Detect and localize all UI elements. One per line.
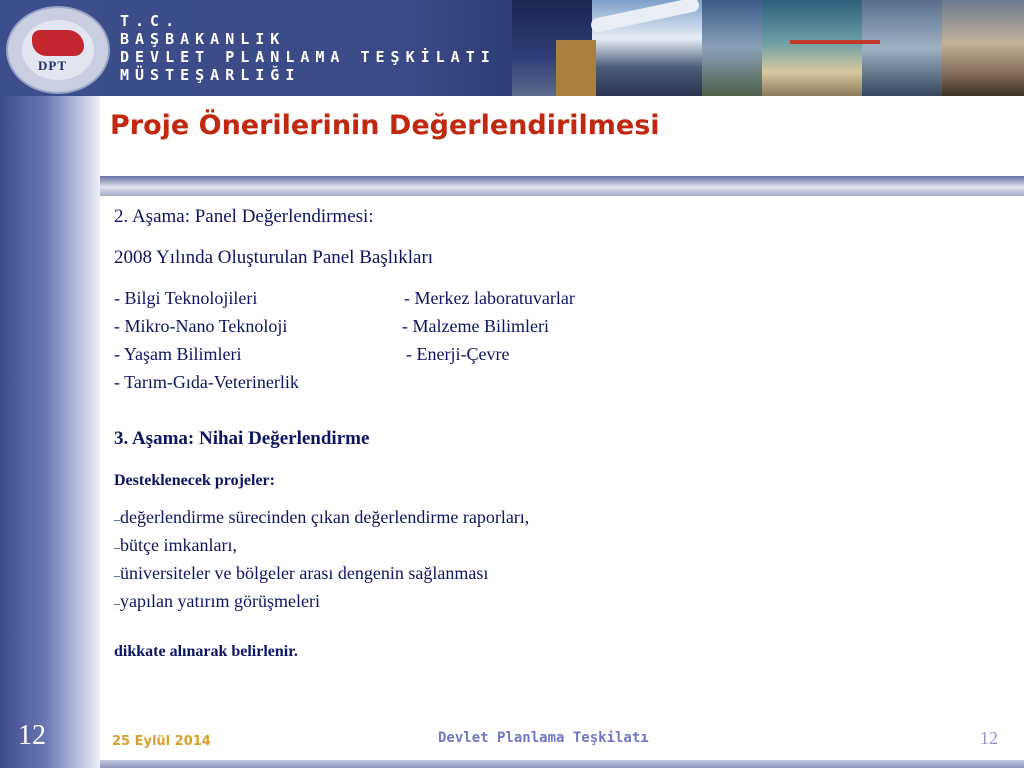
criteria-item: –değerlendirme sürecinden çıkan değerlendirme raporları, xyxy=(114,507,530,527)
slide-title: Proje Önerilerinin Değerlendirilmesi xyxy=(110,110,660,141)
panel-item: - Merkez laboratuvarlar xyxy=(404,288,575,308)
panel-item: - Malzeme Bilimleri xyxy=(402,316,549,336)
footer-bar xyxy=(100,760,1024,768)
footer-date: 25 Eylül 2014 xyxy=(112,734,211,749)
panel-item: - Yaşam Bilimleri xyxy=(114,344,242,364)
criteria-item: –bütçe imkanları, xyxy=(114,535,237,555)
panel-item: - Enerji-Çevre xyxy=(406,344,510,364)
page-number-small: 12 xyxy=(980,728,998,748)
panel-item: - Mikro-Nano Teknoloji xyxy=(114,316,288,336)
title-separator xyxy=(100,176,1024,196)
bridge-image xyxy=(790,40,880,44)
panel-item: - Tarım-Gıda-Veterinerlik xyxy=(114,372,299,392)
panel-item: - Bilgi Teknolojileri xyxy=(114,288,258,308)
title-line-4: MÜSTEŞARLIĞI xyxy=(120,66,301,84)
title-line-3: DEVLET PLANLAMA TEŞKİLATI xyxy=(120,48,496,66)
dpt-logo xyxy=(6,6,110,94)
left-sidebar xyxy=(0,96,100,768)
criteria-item: –yapılan yatırım görüşmeleri xyxy=(114,591,320,611)
stage3-heading: 3. Aşama: Nihai Değerlendirme xyxy=(114,428,370,449)
footer-organization: Devlet Planlama Teşkilatı xyxy=(438,730,649,746)
header-banner xyxy=(0,0,1024,96)
title-line-2: BAŞBAKANLIK xyxy=(120,30,286,48)
supported-label: Desteklenecek projeler: xyxy=(114,472,275,489)
criteria-item: –üniversiteler ve bölgeler arası dengenin sağlanması xyxy=(114,563,489,583)
turkey-map-icon xyxy=(32,30,84,56)
logo-text: DPT xyxy=(38,58,67,73)
title-line-1: T.C. xyxy=(120,12,181,30)
conclusion-text: dikkate alınarak belirlenir. xyxy=(114,643,298,660)
panel-heading: 2008 Yılında Oluşturulan Panel Başlıkları xyxy=(114,247,434,268)
building-image xyxy=(556,40,596,96)
institution-title xyxy=(120,12,496,84)
page-number-large: 12 xyxy=(18,720,46,751)
stage2-heading: 2. Aşama: Panel Değerlendirmesi: xyxy=(114,206,374,227)
